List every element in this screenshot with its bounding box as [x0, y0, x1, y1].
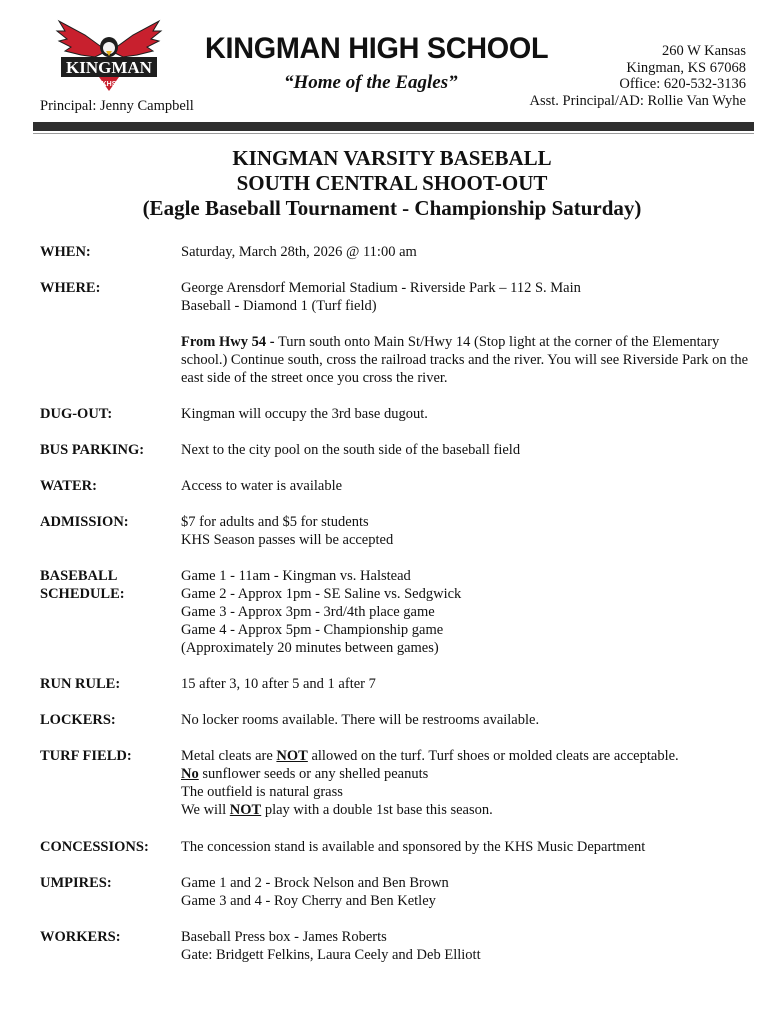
- water-value: Access to water is available: [181, 478, 343, 494]
- office-phone: Office: 620-532-3136: [619, 76, 746, 92]
- address-street: 260 W Kansas: [661, 43, 746, 59]
- schedule-game-1: Game 1 - 11am - Kingman vs. Halstead: [181, 568, 411, 584]
- admission-line-2: KHS Season passes will be accepted: [181, 532, 394, 548]
- turf-label: TURF FIELD:: [40, 748, 132, 764]
- turf-not-emphasis: NOT: [276, 748, 308, 764]
- title-line-1: KINGMAN VARSITY BASEBALL: [232, 146, 552, 170]
- turf-line-1: Metal cleats are NOT allowed on the turf. Turf shoes or molded cleats are acceptable.: [181, 748, 679, 764]
- run-rule-value: 15 after 3, 10 after 5 and 1 after 7: [181, 676, 376, 692]
- header-divider: [33, 122, 754, 131]
- schedule-label-line-1: BASEBALL: [40, 568, 118, 584]
- directions-heading: From Hwy 54 -: [181, 334, 275, 350]
- workers-line-1: Baseball Press box - James Roberts: [181, 929, 387, 945]
- document-title: [0, 146, 784, 221]
- admission-line-1: $7 for adults and $5 for students: [181, 514, 369, 530]
- schedule-label-line-2: SCHEDULE:: [40, 586, 125, 602]
- where-line-2: Baseball - Diamond 1 (Turf field): [181, 298, 377, 314]
- turf-no-emphasis: No: [181, 766, 199, 782]
- schedule-note: (Approximately 20 minutes between games): [181, 640, 439, 656]
- run-rule-label: RUN RULE:: [40, 676, 121, 692]
- where-line-1: George Arensdorf Memorial Stadium - Riverside Park – 112 S. Main: [181, 280, 581, 296]
- principal-name: Principal: Jenny Campbell: [40, 98, 194, 114]
- schedule-label: [40, 567, 175, 603]
- dugout-label: DUG-OUT:: [40, 406, 113, 422]
- asst-principal: Asst. Principal/AD: Rollie Van Wyhe: [529, 92, 746, 109]
- umpires-line-1: Game 1 and 2 - Brock Nelson and Ben Brown: [181, 875, 449, 891]
- turf-not-emphasis-2: NOT: [229, 802, 262, 818]
- header-divider-thin: [33, 133, 754, 134]
- bus-parking-label: BUS PARKING:: [40, 442, 145, 458]
- schedule-game-2: Game 2 - Approx 1pm - SE Saline vs. Sedgwick: [181, 586, 462, 602]
- schedule-game-3: Game 3 - Approx 3pm - 3rd/4th place game: [181, 604, 435, 620]
- schedule-game-4: Game 4 - Approx 5pm - Championship game: [181, 622, 444, 638]
- turf-line-2: No sunflower seeds or any shelled peanuts: [181, 766, 429, 782]
- umpires-line-2: Game 3 and 4 - Roy Cherry and Ben Ketley: [181, 893, 436, 909]
- turf-line-4: We will NOT play with a double 1st base this season.: [181, 802, 493, 818]
- school-name: KINGMAN HIGH SCHOOL: [205, 32, 549, 65]
- eagle-logo: [55, 17, 163, 95]
- workers-label: WORKERS:: [40, 929, 121, 945]
- directions-text: Turn south onto Main St/Hwy 14 (Stop light at the corner of the Elementary school.) Continue south, cross the railroad tracks and the river. You will see Riverside Park on the east side of the street once you cross the river.: [181, 334, 749, 386]
- where-label: WHERE:: [40, 280, 101, 296]
- lockers-label: LOCKERS:: [40, 712, 116, 728]
- bus-parking-value: Next to the city pool on the south side of the baseball field: [181, 442, 521, 458]
- concessions-value: The concession stand is available and sponsored by the KHS Music Department: [181, 839, 646, 855]
- workers-line-2: Gate: Bridgett Felkins, Laura Ceely and Deb Elliott: [181, 947, 481, 963]
- concessions-label: CONCESSIONS:: [40, 839, 149, 855]
- title-line-3: (Eagle Baseball Tournament - Championship Saturday): [142, 196, 642, 220]
- title-line-2: SOUTH CENTRAL SHOOT-OUT: [236, 171, 548, 195]
- school-address: [530, 43, 746, 109]
- water-label: WATER:: [40, 478, 97, 494]
- where-directions: [181, 333, 761, 387]
- admission-label: ADMISSION:: [40, 514, 129, 530]
- turf-line-3: The outfield is natural grass: [181, 784, 343, 800]
- school-motto: “Home of the Eagles”: [284, 72, 458, 93]
- address-city: Kingman, KS 67068: [626, 59, 746, 76]
- lockers-value: No locker rooms available. There will be restrooms available.: [181, 712, 540, 728]
- dugout-value: Kingman will occupy the 3rd base dugout.: [181, 406, 428, 422]
- when-value: Saturday, March 28th, 2026 @ 11:00 am: [181, 244, 417, 260]
- umpires-label: UMPIRES:: [40, 875, 112, 891]
- logo-text: KINGMAN: [66, 58, 152, 77]
- when-label: WHEN:: [40, 244, 91, 260]
- logo-sub-text: KHS: [101, 81, 117, 88]
